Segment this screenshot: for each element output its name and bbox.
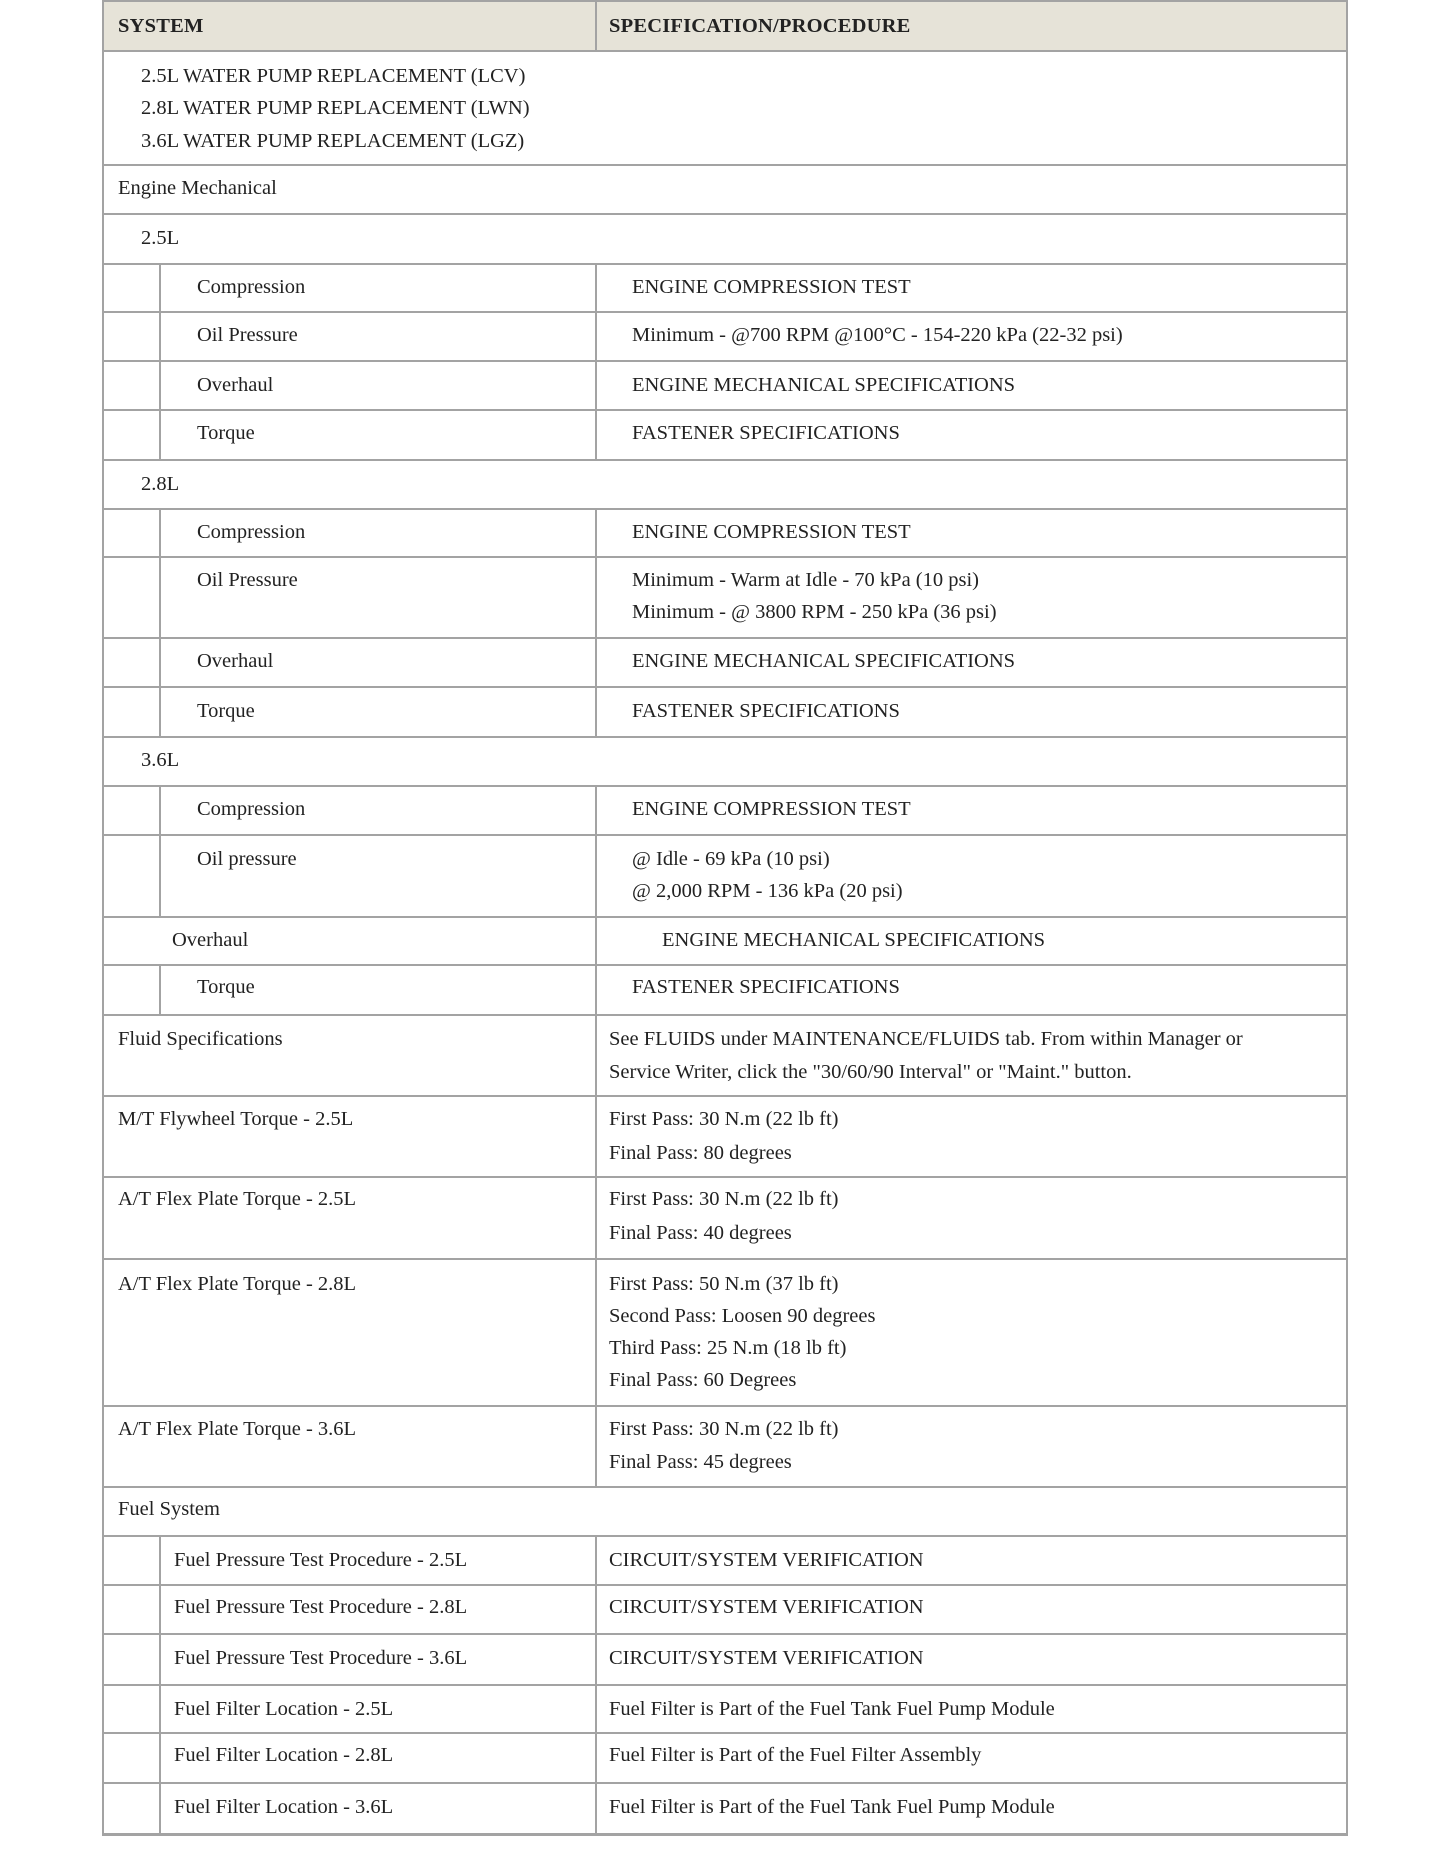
engine-group-row-36 — [104, 738, 1346, 787]
spec-value: Service Writer, click the "30/60/90 Interval" or "Maint." button. — [609, 1061, 1132, 1083]
table-row — [104, 1784, 1346, 1833]
water-pump-link-25[interactable]: 2.5L WATER PUMP REPLACEMENT (LCV) — [141, 65, 526, 87]
table-row — [104, 411, 1346, 461]
section-title-engine-mechanical: Engine Mechanical — [118, 177, 277, 199]
row-label: Fuel Filter Location - 2.8L — [174, 1744, 394, 1766]
section-row-engine-mechanical — [104, 166, 1346, 215]
spec-link[interactable]: ENGINE COMPRESSION TEST — [632, 798, 911, 820]
row-label: Fuel Filter Location - 3.6L — [174, 1796, 394, 1818]
spec-link[interactable]: CIRCUIT/SYSTEM VERIFICATION — [609, 1596, 924, 1618]
table-row — [104, 787, 1346, 836]
table-row — [104, 1635, 1346, 1686]
spec-value: Fuel Filter is Part of the Fuel Tank Fuel Pump Module — [609, 1796, 1055, 1818]
spec-value: Final Pass: 80 degrees — [609, 1142, 792, 1164]
water-pump-row — [104, 52, 1346, 166]
spec-value: First Pass: 30 N.m (22 lb ft) — [609, 1108, 839, 1130]
section-title-fuel-system: Fuel System — [118, 1498, 220, 1520]
section-row-fuel-system — [104, 1488, 1346, 1537]
row-label: Oil pressure — [197, 848, 297, 870]
spec-value: @ Idle - 69 kPa (10 psi) — [632, 848, 830, 870]
table-row — [104, 1686, 1346, 1734]
spec-value: Minimum - @700 RPM @100°C - 154-220 kPa (22-32 psi) — [632, 324, 1123, 346]
row-label: Fluid Specifications — [118, 1028, 283, 1050]
spec-link[interactable]: ENGINE MECHANICAL SPECIFICATIONS — [662, 929, 1046, 951]
spec-value: First Pass: 30 N.m (22 lb ft) — [609, 1418, 839, 1440]
table-row — [104, 313, 1346, 362]
table-row — [104, 558, 1346, 639]
table-row — [104, 918, 1346, 966]
spec-link[interactable]: ENGINE COMPRESSION TEST — [632, 276, 911, 298]
row-label: Fuel Pressure Test Procedure - 2.5L — [174, 1549, 468, 1571]
spec-value: @ 2,000 RPM - 136 kPa (20 psi) — [632, 880, 903, 902]
spec-link[interactable]: ENGINE COMPRESSION TEST — [632, 521, 911, 543]
row-label: A/T Flex Plate Torque - 2.8L — [118, 1273, 357, 1295]
table-row — [104, 510, 1346, 558]
table-row — [104, 1586, 1346, 1635]
engine-group-row-28 — [104, 461, 1346, 510]
table-row — [104, 1537, 1346, 1586]
row-label: Compression — [197, 798, 306, 820]
spec-value: First Pass: 30 N.m (22 lb ft) — [609, 1188, 839, 1210]
row-label: Torque — [197, 422, 255, 444]
column-header-system: SYSTEM — [118, 15, 204, 37]
spec-link[interactable]: CIRCUIT/SYSTEM VERIFICATION — [609, 1647, 924, 1669]
spec-link[interactable]: FASTENER SPECIFICATIONS — [632, 422, 900, 444]
table-row-flex-28 — [104, 1260, 1346, 1407]
table-header-row — [104, 2, 1346, 52]
table-row — [104, 966, 1346, 1016]
column-header-spec: SPECIFICATION/PROCEDURE — [609, 15, 911, 37]
spec-value: Final Pass: 60 Degrees — [609, 1369, 797, 1391]
table-row — [104, 362, 1346, 411]
row-label: Torque — [197, 700, 255, 722]
spec-value: Minimum - Warm at Idle - 70 kPa (10 psi) — [632, 569, 979, 591]
spec-value: Fuel Filter is Part of the Fuel Tank Fuel Pump Module — [609, 1698, 1055, 1720]
water-pump-link-36[interactable]: 3.6L WATER PUMP REPLACEMENT (LGZ) — [141, 130, 525, 152]
row-label: Oil Pressure — [197, 324, 298, 346]
spec-value: First Pass: 50 N.m (37 lb ft) — [609, 1273, 839, 1295]
spec-link[interactable]: FASTENER SPECIFICATIONS — [632, 976, 900, 998]
row-label: Compression — [197, 521, 306, 543]
engine-group-label: 3.6L — [141, 749, 180, 771]
row-label: Torque — [197, 976, 255, 998]
engine-group-row-25 — [104, 215, 1346, 265]
spec-value: See FLUIDS under MAINTENANCE/FLUIDS tab. From within Manager or — [609, 1028, 1243, 1050]
row-label: Overhaul — [197, 650, 274, 672]
row-label: Fuel Pressure Test Procedure - 2.8L — [174, 1596, 468, 1618]
row-label: Overhaul — [197, 374, 274, 396]
spec-link[interactable]: ENGINE MECHANICAL SPECIFICATIONS — [632, 650, 1016, 672]
row-label: A/T Flex Plate Torque - 2.5L — [118, 1188, 357, 1210]
spec-link[interactable]: ENGINE MECHANICAL SPECIFICATIONS — [632, 374, 1016, 396]
water-pump-link-28[interactable]: 2.8L WATER PUMP REPLACEMENT (LWN) — [141, 97, 530, 119]
table-row-flywheel-25 — [104, 1097, 1346, 1178]
spec-link[interactable]: FASTENER SPECIFICATIONS — [632, 700, 900, 722]
table-row — [104, 836, 1346, 918]
row-label: Fuel Filter Location - 2.5L — [174, 1698, 394, 1720]
spec-value: Third Pass: 25 N.m (18 lb ft) — [609, 1337, 847, 1359]
engine-group-label: 2.5L — [141, 227, 180, 249]
table-row-fluid — [104, 1016, 1346, 1097]
table-row — [104, 1734, 1346, 1784]
engine-group-label: 2.8L — [141, 473, 180, 495]
spec-value: Minimum - @ 3800 RPM - 250 kPa (36 psi) — [632, 601, 997, 623]
spec-value: Final Pass: 45 degrees — [609, 1451, 792, 1473]
row-label: M/T Flywheel Torque - 2.5L — [118, 1108, 354, 1130]
table-row — [104, 639, 1346, 688]
table-row-flex-25 — [104, 1178, 1346, 1260]
spec-value: Second Pass: Loosen 90 degrees — [609, 1305, 876, 1327]
row-label: Fuel Pressure Test Procedure - 3.6L — [174, 1647, 468, 1669]
row-label: A/T Flex Plate Torque - 3.6L — [118, 1418, 357, 1440]
row-label: Overhaul — [172, 929, 249, 951]
table-row-flex-36 — [104, 1407, 1346, 1488]
spec-table — [102, 0, 1348, 1836]
row-label: Oil Pressure — [197, 569, 298, 591]
row-label: Compression — [197, 276, 306, 298]
spec-value: Fuel Filter is Part of the Fuel Filter Assembly — [609, 1744, 982, 1766]
spec-value: Final Pass: 40 degrees — [609, 1222, 792, 1244]
table-row — [104, 265, 1346, 313]
spec-link[interactable]: CIRCUIT/SYSTEM VERIFICATION — [609, 1549, 924, 1571]
table-row — [104, 688, 1346, 738]
